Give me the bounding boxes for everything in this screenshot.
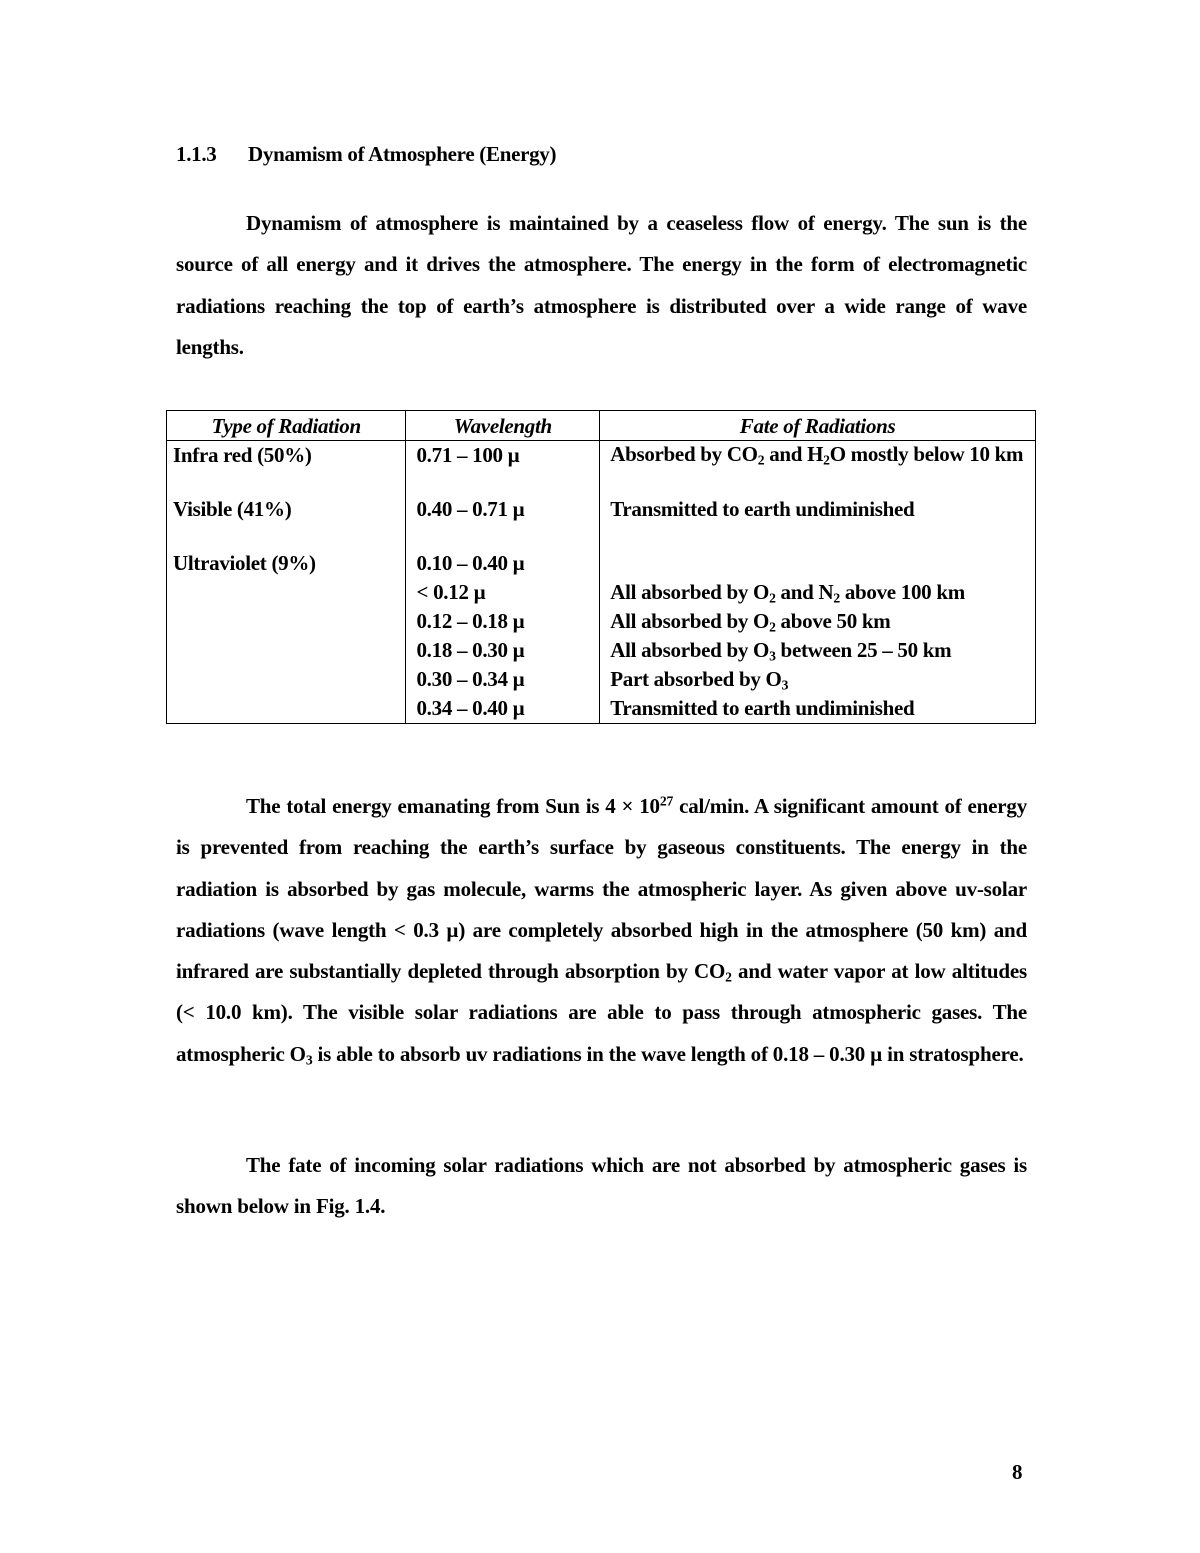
radiation-table bbox=[166, 410, 1036, 724]
fate-paragraph bbox=[176, 1145, 1027, 1228]
uv-fate-2: All absorbed by $O_3$ between 25 – 50 km bbox=[610, 638, 952, 664]
uv-wavelength-total: 0.10 – 0.40 µ bbox=[416, 551, 525, 575]
cell-type-infrared: Infra red (50%) bbox=[167, 441, 406, 471]
uv-wavelength-2: 0.18 – 0.30 µ bbox=[416, 638, 525, 662]
section-heading bbox=[176, 142, 556, 167]
intro-paragraph bbox=[176, 203, 1027, 368]
section-title: Dynamism of Atmosphere (Energy) bbox=[248, 142, 557, 166]
energy-paragraph bbox=[176, 786, 1027, 1075]
cell-fate-ultraviolet bbox=[600, 549, 1036, 724]
table-row-visible bbox=[167, 495, 1036, 524]
energy-paragraph-text: The total energy emanating from Sun is $4 \times 10^{27}$ cal/min. A significant amount of energy is prevented from reaching the earth’s surface by gaseous constituents. The energy in the radiation is absorbed by gas molecule, warms the atmospheric layer. As given above uv-solar radiations (wave length < 0.3 µ) are completely absorbed high in the atmosphere (50 km) and infrared are substantially depleted through absorption by $CO_2$ and water vapor at low altitudes (< 10.0 km). The visible solar radiations are able to pass through atmospheric gases. The atmospheric $O_3$ is able to absorb uv radiations in the wave length of 0.18 – 0.30 µ in stratosphere. bbox=[176, 793, 1027, 1068]
uv-fate-3: Part absorbed by $O_3$ bbox=[610, 667, 789, 693]
table-header-row bbox=[167, 411, 1036, 441]
uv-fate-0: All absorbed by $O_2$ and $N_2$ above 100 km bbox=[610, 580, 965, 606]
uv-fate-4: Transmitted to earth undiminished bbox=[610, 696, 915, 720]
cell-type-ultraviolet: Ultraviolet (9%) bbox=[167, 549, 406, 724]
cell-wavelength-infrared: 0.71 – 100 µ bbox=[406, 441, 600, 471]
page-number: 8 bbox=[1012, 1460, 1023, 1484]
fate-infrared-text: Absorbed by $CO_2$ and $H_2O$ mostly below 10 km bbox=[610, 442, 1024, 468]
cell-wavelength-ultraviolet bbox=[406, 549, 600, 724]
uv-wavelength-4: 0.34 – 0.40 µ bbox=[416, 696, 525, 720]
header-type: Type of Radiation bbox=[167, 411, 406, 441]
table-row-infrared bbox=[167, 441, 1036, 471]
uv-wavelength-3: 0.30 – 0.34 µ bbox=[416, 667, 525, 691]
header-fate: Fate of Radiations bbox=[600, 411, 1036, 441]
table-row-ultraviolet bbox=[167, 549, 1036, 724]
cell-fate-visible: Transmitted to earth undiminished bbox=[600, 495, 1036, 524]
uv-wavelength-1: 0.12 – 0.18 µ bbox=[416, 609, 525, 633]
section-number: 1.1.3 bbox=[176, 142, 217, 166]
cell-type-visible: Visible (41%) bbox=[167, 495, 406, 524]
uv-fate-1: All absorbed by $O_2$ above 50 km bbox=[610, 609, 891, 635]
cell-fate-infrared bbox=[600, 441, 1036, 471]
uv-wavelength-0: < 0.12 µ bbox=[416, 580, 486, 604]
fate-paragraph-text: The fate of incoming solar radiations which are not absorbed by atmospheric gases is shown below in Fig. 1.4. bbox=[176, 1153, 1027, 1219]
cell-wavelength-visible: 0.40 – 0.71 µ bbox=[406, 495, 600, 524]
intro-paragraph-text: Dynamism of atmosphere is maintained by a ceaseless flow of energy. The sun is the source of all energy and it drives the atmosphere. The energy in the form of electromagnetic radiations reaching the top of earth’s atmosphere is distributed over a wide range of wave lengths. bbox=[176, 211, 1027, 359]
header-wavelength: Wavelength bbox=[406, 411, 600, 441]
